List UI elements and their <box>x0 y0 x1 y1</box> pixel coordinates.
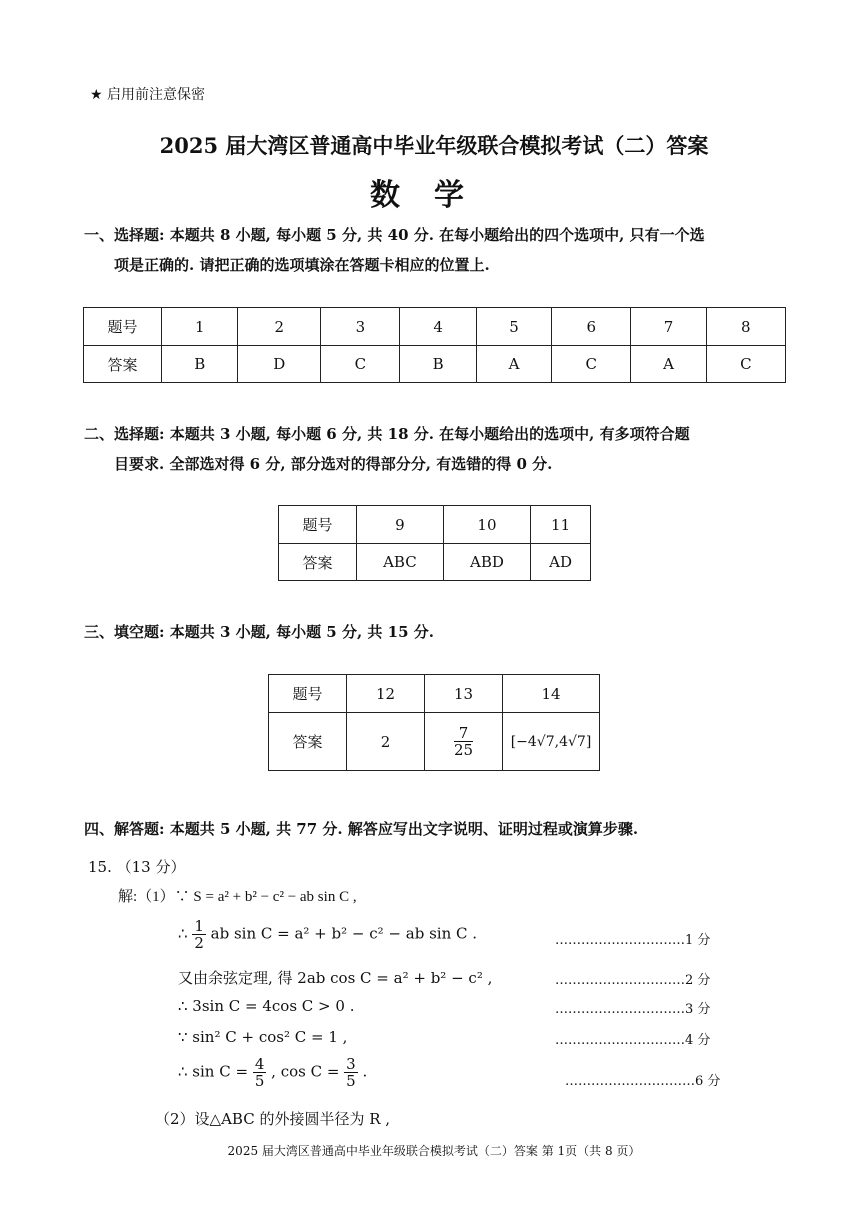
q-answer: AD <box>531 544 591 581</box>
q-answer: C <box>706 346 785 383</box>
q-number: 11 <box>531 506 591 544</box>
q-answer: ABC <box>357 544 444 581</box>
row-label-number: 题号 <box>269 675 347 713</box>
q-number: 13 <box>425 675 503 713</box>
section-3-answer-table <box>268 674 600 771</box>
q-answer-fraction <box>425 713 503 771</box>
row-label-answer: 答案 <box>279 544 357 581</box>
section-2-answer-table <box>278 505 591 581</box>
section-1-line-1: 一、选择题: 本题共 8 小题, 每小题 5 分, 共 40 分. 在每小题给出的四个选项中, 只有一个选 <box>84 226 705 244</box>
q-answer: B <box>162 346 238 383</box>
score-mark-4: …………………………4 分 <box>555 1033 711 1048</box>
solution-part-2: （2）设△ABC 的外接圆半径为 R , <box>155 1110 391 1128</box>
row-label-number: 题号 <box>84 308 162 346</box>
q-number: 5 <box>476 308 551 346</box>
fraction-denominator: 2 <box>194 934 204 952</box>
q-answer: D <box>238 346 321 383</box>
row-label-answer: 答案 <box>269 713 347 771</box>
q-number: 14 <box>503 675 600 713</box>
equation-text: ab sin C = a² + b² − c² − ab sin C . <box>210 924 478 943</box>
subject-title: 数学 <box>370 178 498 213</box>
section-1-line-2: 项是正确的. 请把正确的选项填涂在答题卡相应的位置上. <box>114 256 490 274</box>
fraction-numerator: 3 <box>346 1055 356 1073</box>
q-number: 8 <box>706 308 785 346</box>
q-answer: C <box>321 346 400 383</box>
solution-step-4: ∴ 3sin C = 4cos C > 0 . <box>178 997 355 1015</box>
q-answer: B <box>400 346 476 383</box>
solution-step-2 <box>178 918 477 951</box>
q-number: 10 <box>443 506 530 544</box>
q-number: 12 <box>347 675 425 713</box>
solution-step-6 <box>178 1056 367 1089</box>
q-answer: ABD <box>443 544 530 581</box>
q-number: 3 <box>321 308 400 346</box>
section-4-instructions: 四、解答题: 本题共 5 小题, 共 77 分. 解答应写出文字说明、证明过程或演算步骤. <box>84 820 639 838</box>
solution-step-1: 解:（1）∵ S = a² + b² − c² − ab sin C , <box>118 889 357 905</box>
fraction-denominator: 5 <box>254 1072 265 1090</box>
q-number: 9 <box>357 506 444 544</box>
equation-text: . <box>362 1062 368 1081</box>
equation-text: ∴ sin C = <box>178 1062 253 1081</box>
q-answer: [−4√7,4√7] <box>503 713 600 771</box>
fraction-numerator: 1 <box>194 917 204 935</box>
fraction-denominator: 25 <box>453 741 474 759</box>
page-footer: 2025 届大湾区普通高中毕业年级联合模拟考试（二）答案 第 1页（共 8 页） <box>227 1144 641 1158</box>
fraction-denominator: 5 <box>346 1072 356 1090</box>
equation-text: , cos C = <box>271 1062 345 1081</box>
row-label-number: 题号 <box>279 506 357 544</box>
q-answer: A <box>631 346 706 383</box>
fraction-numerator: 4 <box>254 1055 265 1073</box>
confidential-notice: ★ 启用前注意保密 <box>90 87 206 103</box>
q-answer: 2 <box>347 713 425 771</box>
solution-step-5: ∵ sin² C + cos² C = 1 , <box>178 1028 348 1046</box>
exam-title: 2025 届大湾区普通高中毕业年级联合模拟考试（二）答案 <box>159 133 709 158</box>
section-2-line-1: 二、选择题: 本题共 3 小题, 每小题 6 分, 共 18 分. 在每小题给出的选项中, 有多项符合题 <box>84 425 690 443</box>
row-label-answer: 答案 <box>84 346 162 383</box>
question-15-heading: 15. （13 分） <box>88 858 186 876</box>
q-number: 2 <box>238 308 321 346</box>
score-mark-6: …………………………6 分 <box>565 1074 721 1089</box>
section-1-instructions <box>84 220 790 280</box>
score-mark-1: …………………………1 分 <box>555 933 711 948</box>
solution-step-3: 又由余弦定理, 得 2ab cos C = a² + b² − c² , <box>178 969 493 987</box>
score-mark-2: …………………………2 分 <box>555 973 711 988</box>
q-answer: C <box>552 346 631 383</box>
score-mark-3: …………………………3 分 <box>555 1002 711 1017</box>
section-1-answer-table <box>83 307 786 383</box>
fraction-numerator: 7 <box>454 725 473 742</box>
section-2-line-2: 目要求. 全部选对得 6 分, 部分选对的得部分分, 有选错的得 0 分. <box>114 455 553 473</box>
q-number: 6 <box>552 308 631 346</box>
q-number: 4 <box>400 308 476 346</box>
therefore-symbol: ∴ <box>178 924 193 943</box>
section-3-instructions: 三、填空题: 本题共 3 小题, 每小题 5 分, 共 15 分. <box>84 623 434 641</box>
q-number: 1 <box>162 308 238 346</box>
q-number: 7 <box>631 308 706 346</box>
q-answer: A <box>476 346 551 383</box>
section-2-instructions <box>84 419 790 479</box>
